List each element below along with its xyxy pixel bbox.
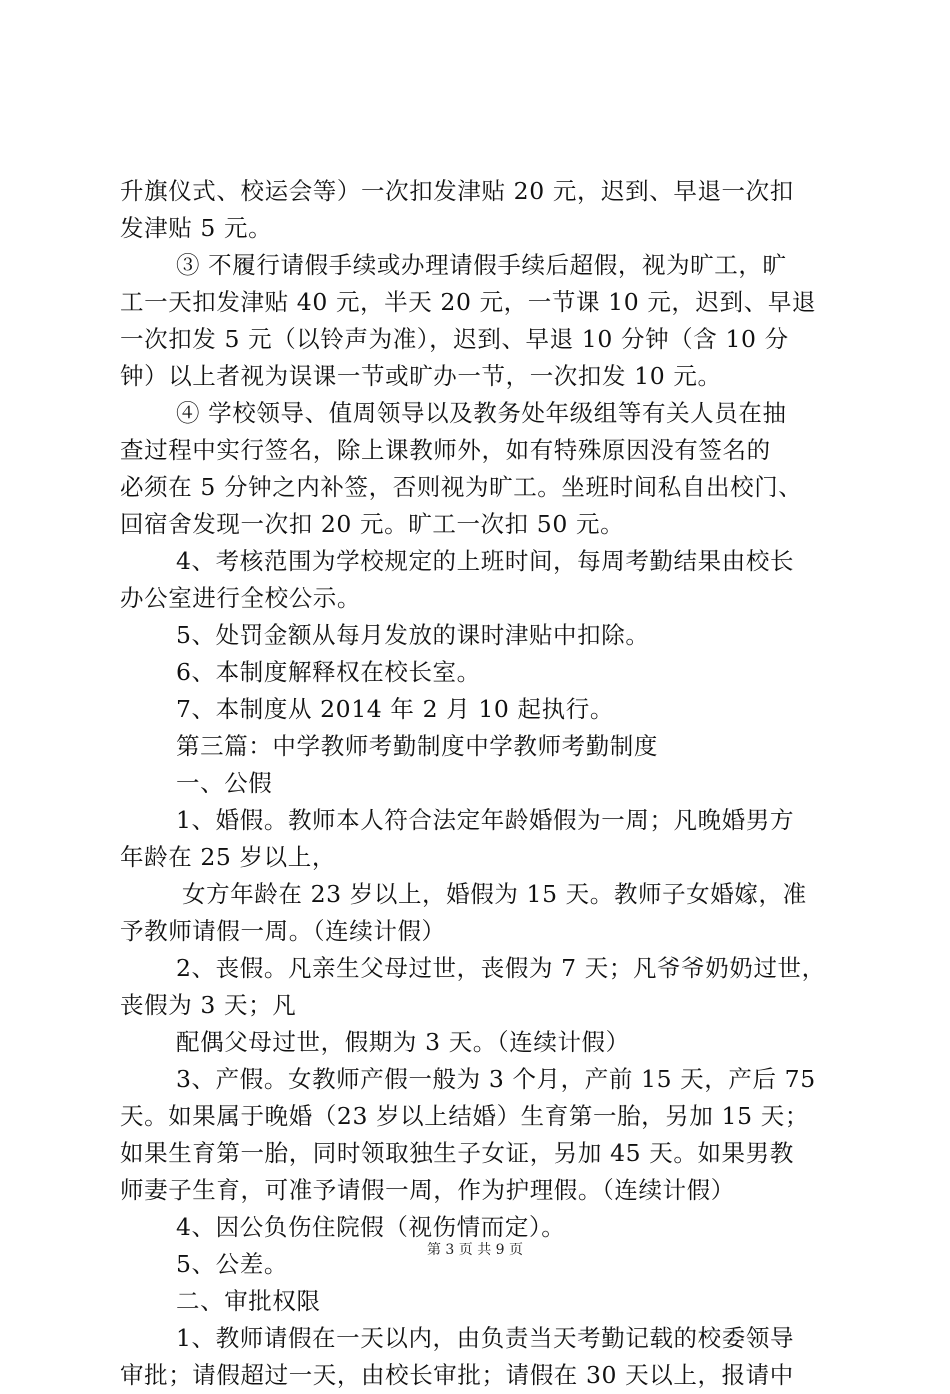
- text-line: ④ 学校领导、值周领导以及教务处年级组等有关人员在抽: [176, 399, 787, 427]
- text-line: 4、考核范围为学校规定的上班时间，每周考勤结果由校长: [176, 547, 795, 575]
- text-line: 发津贴 5 元。: [120, 214, 273, 242]
- text-line: 丧假为 3 天；凡: [120, 991, 297, 1019]
- text-line: 审批；请假超过一天，由校长审批；请假在 30 天以上，报请中: [120, 1361, 794, 1389]
- page-number-footer: 第 3 页 共 9 页: [426, 1242, 524, 1258]
- section-heading: 一、公假: [176, 769, 273, 797]
- text-line: 升旗仪式、校运会等）一次扣发津贴 20 元，迟到、早退一次扣: [120, 177, 794, 205]
- text-line: 回宿舍发现一次扣 20 元。旷工一次扣 50 元。: [120, 510, 625, 538]
- section-heading: 第三篇：中学教师考勤制度中学教师考勤制度: [176, 732, 658, 760]
- text-line: 配偶父母过世，假期为 3 天。（连续计假）: [176, 1028, 630, 1056]
- text-line: 4、因公负伤住院假（视伤情而定）。: [176, 1213, 566, 1241]
- text-line: 钟）以上者视为误课一节或旷办一节，一次扣发 10 元。: [120, 362, 722, 390]
- text-line: 必须在 5 分钟之内补签，否则视为旷工。坐班时间私自出校门、: [120, 473, 803, 501]
- text-line: 6、本制度解释权在校长室。: [176, 658, 481, 686]
- text-line: 7、本制度从 2014 年 2 月 10 起执行。: [176, 695, 614, 723]
- text-line: 女方年龄在 23 岁以上，婚假为 15 天。教师子女婚嫁，准: [182, 880, 807, 908]
- text-line: 天。如果属于晚婚（23 岁以上结婚）生育第一胎，另加 15 天；: [120, 1102, 809, 1130]
- text-line: 一次扣发 5 元（以铃声为准），迟到、早退 10 分钟（含 10 分: [120, 325, 789, 353]
- text-line: 5、处罚金额从每月发放的课时津贴中扣除。: [176, 621, 650, 649]
- text-line: 予教师请假一周。（连续计假）: [120, 917, 446, 945]
- text-line: 3、产假。女教师产假一般为 3 个月，产前 15 天，产后 75: [176, 1065, 816, 1093]
- text-line: 办公室进行全校公示。: [120, 584, 361, 612]
- text-line: 1、教师请假在一天以内，由负责当天考勤记载的校委领导: [176, 1324, 795, 1352]
- document-body: [120, 173, 836, 1394]
- text-line: ③ 不履行请假手续或办理请假手续后超假，视为旷工，旷: [176, 251, 787, 279]
- text-line: 5、公差。: [176, 1250, 288, 1278]
- text-line: 工一天扣发津贴 40 元，半天 20 元，一节课 10 元，迟到、早退: [120, 288, 817, 316]
- text-line: 年龄在 25 岁以上，: [120, 843, 336, 871]
- section-heading: 二、审批权限: [176, 1287, 321, 1315]
- text-line: 2、丧假。凡亲生父母过世，丧假为 7 天；凡爷爷奶奶过世，: [176, 954, 826, 982]
- text-line: 查过程中实行签名，除上课教师外，如有特殊原因没有签名的: [120, 436, 771, 464]
- text-line: 如果生育第一胎，同时领取独生子女证，另加 45 天。如果男教: [120, 1139, 794, 1167]
- text-line: 1、婚假。教师本人符合法定年龄婚假为一周；凡晚婚男方: [176, 806, 795, 834]
- text-line: 师妻子生育，可准予请假一周，作为护理假。（连续计假）: [120, 1176, 735, 1204]
